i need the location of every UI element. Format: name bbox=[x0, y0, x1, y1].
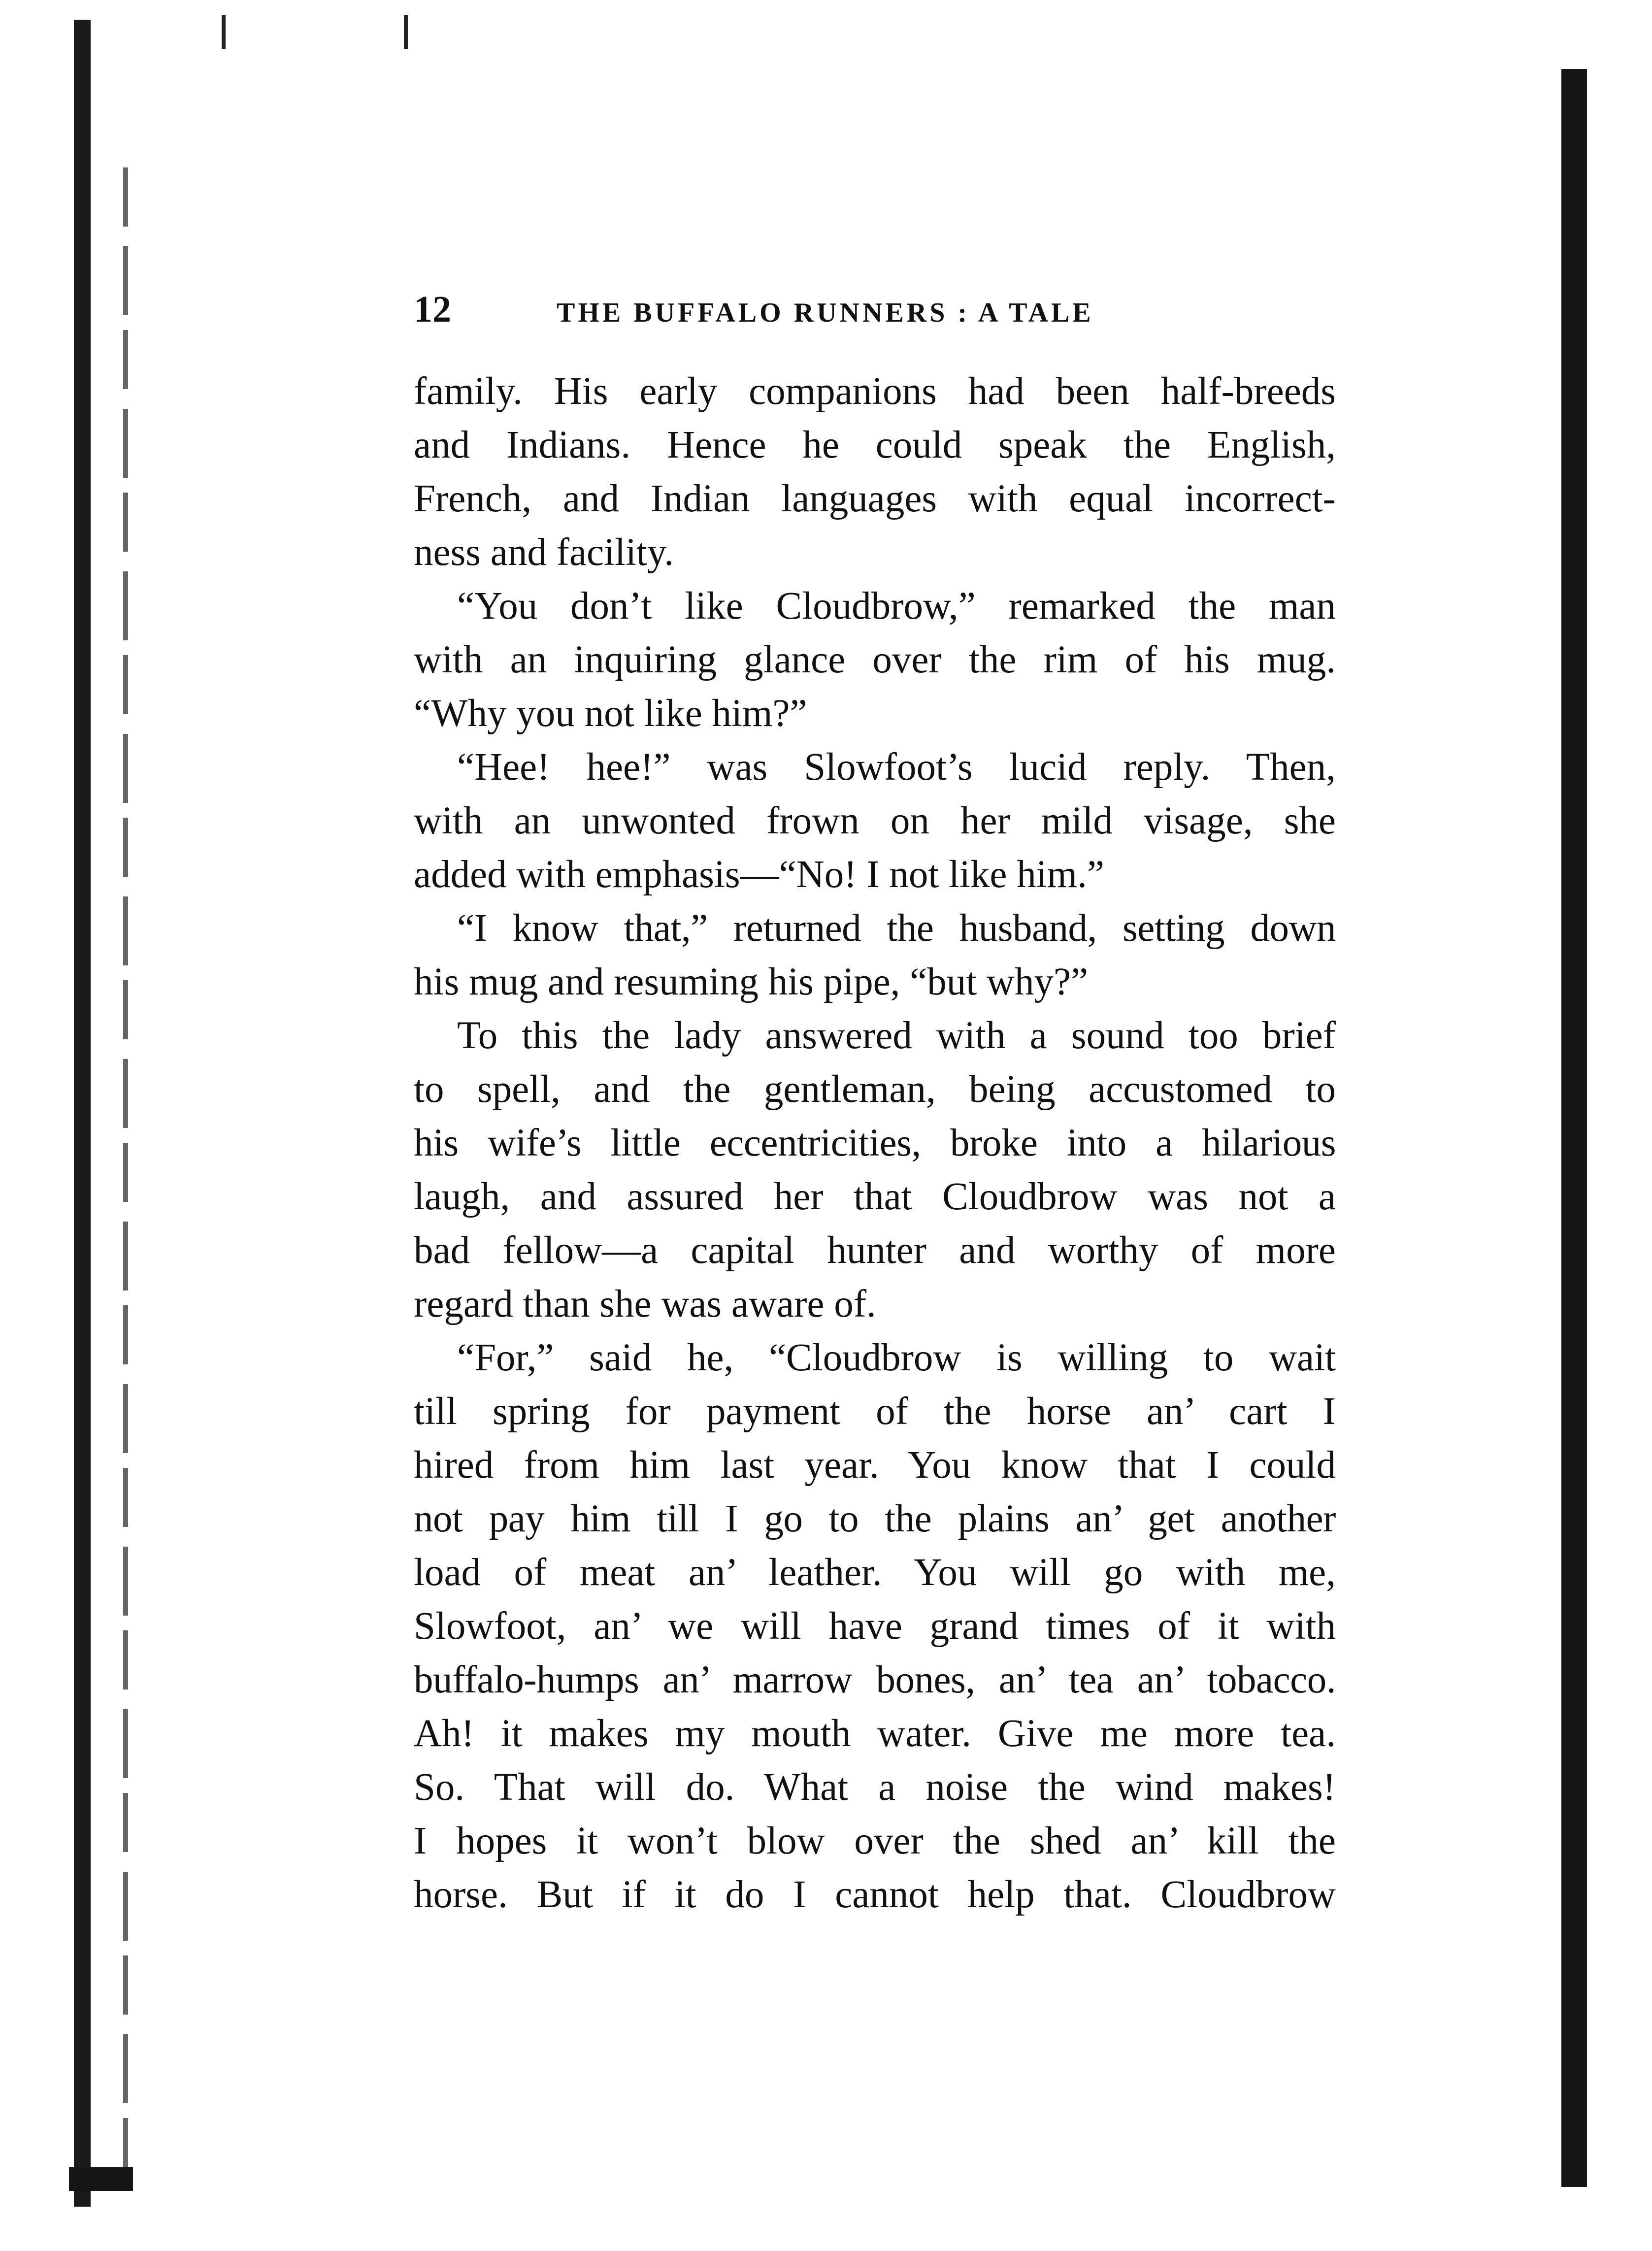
text-line: with an unwonted frown on her mild visage, she bbox=[414, 799, 1336, 842]
text-line: his mug and resuming his pipe, “but why?” bbox=[414, 960, 1089, 1003]
text-line: ness and facility. bbox=[414, 531, 674, 574]
running-head bbox=[414, 288, 1340, 332]
text-line: not pay him till I go to the plains an’ get another bbox=[414, 1497, 1336, 1540]
text-line: “Why you not like him?” bbox=[414, 692, 807, 735]
text-line: “For,” said he, “Cloudbrow is willing to wait bbox=[457, 1336, 1336, 1379]
text-line: Slowfoot, an’ we will have grand times of it with bbox=[414, 1605, 1336, 1648]
text-line: his wife’s little eccentricities, broke into a hilarious bbox=[414, 1122, 1336, 1164]
text-line: with an inquiring glance over the rim of his mug. bbox=[414, 638, 1336, 681]
text-line: added with emphasis—“No! I not like him.” bbox=[414, 853, 1104, 896]
text-line: hired from him last year. You know that I could bbox=[414, 1444, 1336, 1487]
text-line: “Hee! hee!” was Slowfoot’s lucid reply. Then, bbox=[457, 746, 1336, 789]
binding-shadow-left bbox=[74, 20, 91, 2207]
text-line: French, and Indian languages with equal incorrect- bbox=[414, 477, 1336, 520]
text-line: I hopes it won’t blow over the shed an’ kill the bbox=[414, 1820, 1336, 1862]
text-line: “I know that,” returned the husband, setting down bbox=[457, 907, 1336, 950]
text-line: horse. But if it do I cannot help that. Cloudbrow bbox=[414, 1873, 1336, 1916]
text-line: and Indians. Hence he could speak the English, bbox=[414, 424, 1336, 466]
scan-mark bbox=[222, 15, 226, 49]
text-line: Ah! it makes my mouth water. Give me more tea. bbox=[414, 1712, 1336, 1755]
text-line: to spell, and the gentleman, being accustomed to bbox=[414, 1068, 1336, 1111]
text-line: load of meat an’ leather. You will go with me, bbox=[414, 1551, 1336, 1594]
text-line: till spring for payment of the horse an’ cart I bbox=[414, 1390, 1336, 1433]
text-line: laugh, and assured her that Cloudbrow was not a bbox=[414, 1175, 1336, 1218]
text-line: “You don’t like Cloudbrow,” remarked the man bbox=[457, 585, 1336, 628]
body-text bbox=[414, 364, 1336, 1921]
text-line: bad fellow—a capital hunter and worthy of more bbox=[414, 1229, 1336, 1272]
binding-edge-left bbox=[123, 167, 128, 2187]
text-line: regard than she was aware of. bbox=[414, 1283, 876, 1325]
text-line: buffalo-humps an’ marrow bones, an’ tea an’ tobacco. bbox=[414, 1658, 1336, 1701]
binding-shadow-bottom bbox=[69, 2167, 133, 2191]
page-header-title: THE BUFFALO RUNNERS : A TALE bbox=[557, 298, 1094, 328]
text-line: So. That will do. What a noise the wind makes! bbox=[414, 1766, 1336, 1809]
page-number: 12 bbox=[414, 289, 451, 330]
text-line: family. His early companions had been half-breeds bbox=[414, 370, 1336, 413]
scan-mark bbox=[404, 15, 408, 49]
page-edge-right bbox=[1561, 69, 1587, 2187]
text-line: To this the lady answered with a sound too brief bbox=[457, 1014, 1336, 1057]
